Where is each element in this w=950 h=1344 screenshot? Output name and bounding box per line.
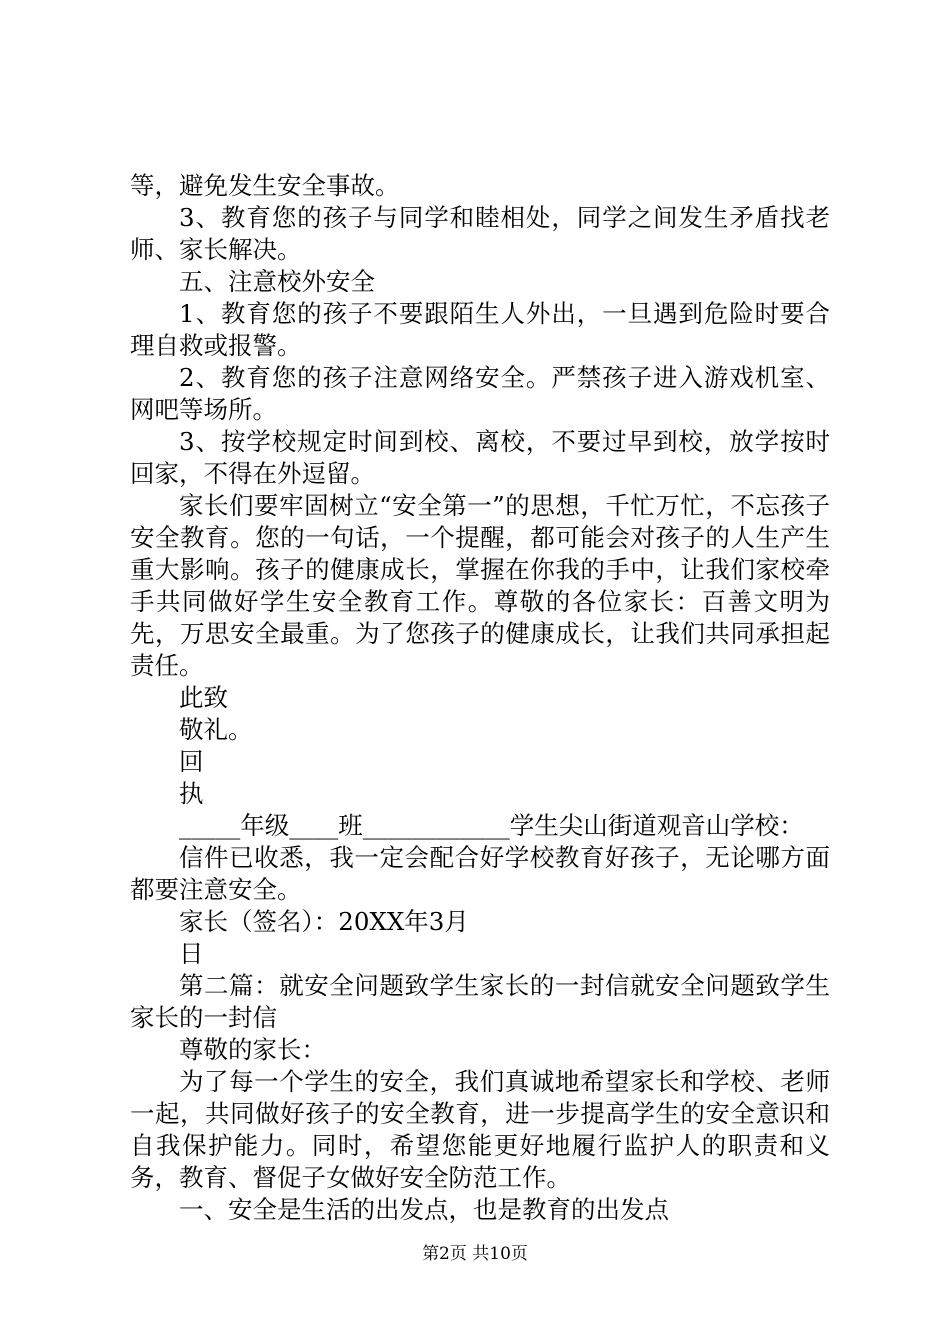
signature-line: 日 <box>179 939 204 968</box>
page-footer <box>0 1243 950 1265</box>
salutation: 尊敬的家长： <box>179 1035 326 1064</box>
paragraph: 3、按学校规定时间到校、离校，不要过早到校，放学按时回家，不得在外逗留。 <box>130 427 830 488</box>
document-body <box>130 170 830 1226</box>
paragraph: 为了每一个学生的安全，我们真诚地希望家长和学校、老师一起，共同做好孩子的安全教育，进一步提高学生的安全意识和自我保护能力。同时，希望您能更好地履行监护人的职责和义务，教育、督促子女做好安全防范工作。 <box>130 1067 830 1192</box>
receipt-heading: 回 <box>179 747 204 776</box>
receipt-heading: 执 <box>179 779 204 808</box>
paragraph: 1、教育您的孩子不要跟陌生人外出，一旦遇到危险时要合理自救或报警。 <box>130 299 830 360</box>
receipt-fill-line: _____年级____班____________学生尖山街道观音山学校： <box>179 811 804 840</box>
closing-line: 此致 <box>179 683 228 712</box>
paragraph: 信件已收悉，我一定会配合好学校教育好孩子，无论哪方面都要注意安全。 <box>130 843 830 904</box>
paragraph: 家长们要牢固树立“安全第一”的思想，千忙万忙，不忘孩子安全教育。您的一句话，一个提醒，都可能会对孩子的人生产生重大影响。孩子的健康成长，掌握在你我的手中，让我们家校牵手共同做好学生安全教育工作。尊敬的各位家长：百善文明为先，万思安全最重。为了您孩子的健康成长，让我们共同承担起责任。 <box>130 491 830 680</box>
paragraph: 2、教育您的孩子注意网络安全。严禁孩子进入游戏机室、网吧等场所。 <box>130 363 830 424</box>
page-number: 第2页 共10页 <box>422 1244 528 1264</box>
section-heading: 五、注意校外安全 <box>179 267 375 296</box>
closing-line: 敬礼。 <box>179 715 253 744</box>
section-heading: 第二篇：就安全问题致学生家长的一封信就安全问题致学生家长的一封信 <box>130 971 830 1032</box>
signature-line: 家长（签名）：20XX年3月 <box>179 907 469 936</box>
paragraph: 等，避免发生安全事故。 <box>130 171 400 200</box>
paragraph: 3、教育您的孩子与同学和睦相处，同学之间发生矛盾找老师、家长解决。 <box>130 203 830 264</box>
section-heading: 一、安全是生活的出发点，也是教育的出发点 <box>179 1195 669 1224</box>
